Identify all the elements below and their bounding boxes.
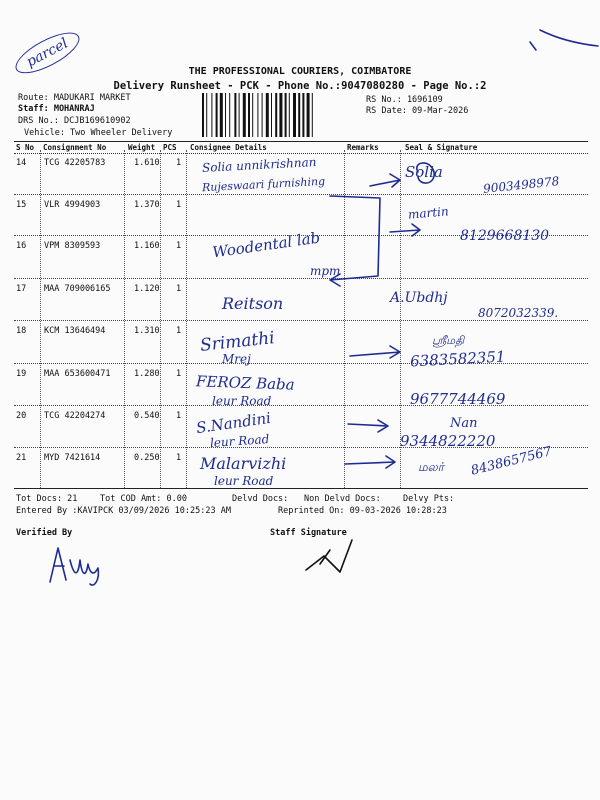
hw-row21-phone: 8438657567 [469, 444, 554, 479]
col-remarks: Remarks [347, 143, 379, 152]
entered-by: Entered By :KAVIPCK 03/09/2026 10:25:23 AM [16, 506, 231, 516]
row-pcs: 1 [176, 453, 182, 463]
row-pcs: 1 [176, 200, 182, 210]
tot-cod-amt: Tot COD Amt: 0.00 [100, 494, 187, 504]
hw-row19-phone: 9677744469 [410, 390, 506, 408]
row-consignment-no: MAA 653600471 [44, 369, 111, 379]
delvy-pts: Delvy Pts: [403, 494, 455, 504]
tot-docs: Tot Docs: 21 [16, 494, 78, 504]
rs-date: RS Date: 09-Mar-2026 [366, 106, 469, 116]
runsheet-subtitle: Delivery Runsheet - PCK - Phone No.:9047080280 - Page No.:2 [113, 80, 487, 92]
row-sno: 19 [16, 369, 27, 379]
hw-row17-name: Reitson [222, 294, 284, 313]
row-consignment-no: KCM 13646494 [44, 326, 106, 336]
col-seal: Seal & Signature [405, 143, 478, 152]
hw-row16-name2: mpm [310, 264, 341, 278]
hw-row19-name2: leur Road [212, 394, 272, 408]
hw-row20-name2: leur Road [209, 431, 270, 451]
col-sno: S No [16, 143, 35, 152]
row-weight: 0.250 [134, 453, 160, 463]
verified-signature [40, 540, 120, 590]
row-sno: 15 [16, 200, 27, 210]
row-weight: 1.160 [134, 241, 160, 251]
row-sno: 17 [16, 284, 27, 294]
hw-row14-name2: Rujeswaari furnishing [201, 174, 326, 195]
row-weight: 1.370 [134, 200, 160, 210]
row-pcs: 1 [176, 411, 182, 421]
col-consignee: Consignee Details [190, 143, 267, 152]
hw-row14-sig: Solia [405, 163, 443, 181]
col-pcs: PCS [163, 143, 177, 152]
row-sno: 18 [16, 326, 27, 336]
hw-row14-name: Solia unnikrishnan [201, 155, 317, 175]
hw-row20-phone: 9344822220 [400, 432, 496, 450]
hw-row17-sig: A.Ubdhj [390, 290, 448, 306]
rs-number: RS No.: 1696109 [366, 95, 443, 105]
company-title: THE PROFESSIONAL COURIERS, COIMBATORE [188, 66, 412, 77]
hw-row21-name2: leur Road [214, 474, 274, 488]
row-pcs: 1 [176, 369, 182, 379]
row-consignment-no: VPM 8309593 [44, 241, 101, 251]
hw-row17-phone: 8072032339. [478, 306, 559, 320]
drs-label: DRS No.: DCJB169610902 [18, 116, 131, 126]
row-consignment-no: TCG 42205783 [44, 158, 106, 168]
row-weight: 0.540 [134, 411, 160, 421]
row-pcs: 1 [176, 284, 182, 294]
hw-row21-name: Malarvizhi [200, 454, 287, 473]
hw-row15-phone: 8129668130 [460, 228, 550, 244]
verified-by-label: Verified By [16, 528, 73, 538]
row-sno: 21 [16, 453, 27, 463]
row-pcs: 1 [176, 158, 182, 168]
staff-signature-label: Staff Signature [270, 528, 347, 538]
hw-row18-name: Srimathi [199, 328, 276, 356]
hw-row19-name: FEROZ Baba [195, 372, 295, 394]
hw-row20-name: S.Nandini [195, 408, 272, 438]
col-consignment: Consignment No [43, 143, 107, 152]
row-sno: 14 [16, 158, 27, 168]
non-delvd-docs: Non Delvd Docs: [304, 494, 381, 504]
reprinted-on: Reprinted On: 09-03-2026 10:28:23 [278, 506, 447, 516]
staff-signature-mark [300, 534, 360, 584]
route-label: Route: MADUKARI MARKET [18, 93, 131, 103]
row-weight: 1.310 [134, 326, 160, 336]
row-sno: 16 [16, 241, 27, 251]
row-weight: 1.280 [134, 369, 160, 379]
vehicle-label: Vehicle: Two Wheeler Delivery [24, 128, 173, 138]
row-consignment-no: VLR 4994903 [44, 200, 101, 210]
hw-row21-sig: மலர் [418, 460, 444, 474]
hw-row18-sig: ஸ்ரீமதி [432, 334, 465, 347]
row-consignment-no: MAA 709006165 [44, 284, 111, 294]
hw-row15-sig: martin [407, 204, 450, 222]
row-sno: 20 [16, 411, 27, 421]
row-weight: 1.120 [134, 284, 160, 294]
row-pcs: 1 [176, 326, 182, 336]
footer-rule [14, 488, 588, 489]
col-weight: Weight [128, 143, 156, 152]
row-consignment-no: TCG 42204274 [44, 411, 106, 421]
hw-row16-name: Woodental lab [211, 228, 322, 262]
row-pcs: 1 [176, 241, 182, 251]
delvd-docs: Delvd Docs: [232, 494, 289, 504]
row-weight: 1.610 [134, 158, 160, 168]
hw-row18-name2: Mrej [222, 352, 251, 366]
row-consignment-no: MYD 7421614 [44, 453, 101, 463]
hw-row14-phone: 9003498978 [482, 174, 560, 196]
hw-row18-phone: 6383582351 [409, 347, 506, 371]
staff-label: Staff: MOHANRAJ [18, 104, 95, 114]
hw-row20-sig: Nan [450, 416, 478, 431]
handwritten-parcel-note: parcel [10, 25, 85, 81]
